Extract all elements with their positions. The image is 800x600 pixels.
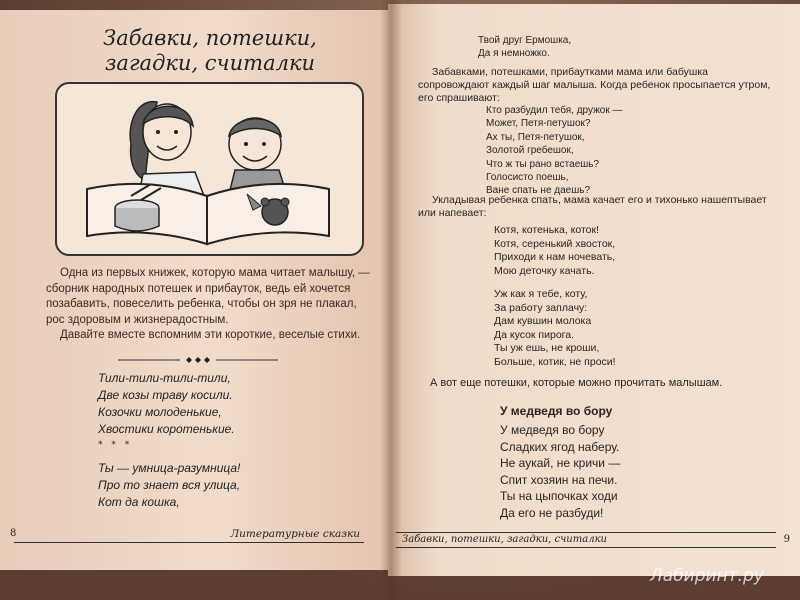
- right-page-footer: [396, 532, 790, 548]
- verse-line: Твой друг Ермошка,: [478, 35, 572, 46]
- verse-line: Да его не разбуди!: [500, 505, 604, 520]
- verse-line: За работу заплачу:: [494, 301, 588, 314]
- illustration-frame: [55, 82, 364, 256]
- section-heading: [80, 26, 340, 76]
- running-title-right: Забавки, потешки, загадки, считалки: [402, 534, 607, 545]
- verse-line: Сладких ягод наберу.: [500, 439, 620, 454]
- verse-ending: [478, 34, 571, 60]
- verse-line: Да я немножко.: [478, 48, 550, 59]
- verse-petushok: [486, 104, 623, 198]
- heading-line-2: загадки, считалки: [104, 51, 316, 75]
- poem-line: Две козы траву косили.: [98, 388, 233, 402]
- paragraph-3: А вот еще потешки, которые можно прочитать малышам.: [430, 377, 723, 389]
- verse-line: Дам кувшин молока: [494, 315, 592, 328]
- verse-line: У медведя во бору: [500, 423, 605, 437]
- heading-line-1: Забавки, потешки,: [103, 26, 317, 50]
- verse-medved: [500, 422, 620, 522]
- mother-child-reading-illustration: [57, 84, 362, 254]
- verse-line: Уж как я тебе, коту,: [494, 288, 588, 300]
- verse-line: Ты уж ешь, не кроши,: [494, 342, 600, 355]
- page-number-right: 9: [783, 534, 790, 545]
- verse-line: Котя, котенька, коток!: [494, 224, 600, 236]
- verse-line: Кто разбудил тебя, дружок —: [486, 105, 623, 116]
- verse-line: Мою деточку качать.: [494, 264, 595, 277]
- verse-line: Ване спать не даешь?: [486, 185, 591, 197]
- poem-line: Про то знает вся улица,: [98, 478, 241, 492]
- poem-line: Ты — умница-разумница!: [98, 461, 241, 475]
- paragraph-1: Забавками, потешками, прибаутками мама или бабушка сопровождают каждый шаг малыша. Когда ребенок просыпается утром, его спрашивают:: [418, 66, 771, 104]
- verse-line: Котя, серенький хвосток,: [494, 237, 616, 250]
- intro-text: [46, 266, 376, 344]
- paragraph-2: Укладывая ребенка спать, мама качает его и тихонько нашептывает или напевает:: [418, 194, 767, 219]
- verse-line: Больше, котик, не проси!: [494, 355, 616, 368]
- verse-line: Что ж ты рано встаешь?: [486, 158, 600, 170]
- verse-line: Золотой гребешок,: [486, 145, 574, 157]
- stars-separator: * * *: [98, 440, 133, 450]
- verse-line: Может, Петя-петушок?: [486, 118, 591, 130]
- left-page-footer: [10, 528, 364, 543]
- verse-line: Да кусок пирога.: [494, 328, 575, 341]
- verse-line: Не аукай, не кричи —: [500, 456, 621, 471]
- poem-line: Хвостики коротенькие.: [98, 422, 235, 436]
- verse-line: Ах ты, Петя-петушок,: [486, 131, 585, 143]
- verse-kotya: [494, 224, 615, 278]
- poem-line: Кот да кошка,: [98, 495, 180, 509]
- verse-line: Спит хозяин на печи.: [500, 472, 618, 487]
- book-gutter-shadow: [380, 0, 402, 600]
- running-title-left: Литературные сказки: [230, 528, 360, 540]
- verse-line: Ты на цыпочках ходи: [500, 489, 618, 504]
- verse-kotu: [494, 288, 616, 370]
- poem-line: Козочки молоденькие,: [98, 405, 222, 419]
- poem-line: Тили-тили-тили-тили,: [98, 371, 231, 385]
- verse-title-medved: У медведя во бору: [500, 404, 613, 418]
- page-number-left: 8: [10, 528, 17, 539]
- verse-line: Приходи к нам ночевать,: [494, 251, 616, 264]
- intro-paragraph-1: Одна из первых книжек, которую мама читает малышу, — сборник народных потешек и прибауток, ведь ей хочется позабавить, повеселить ребенка, чтобы он зря не плакал, рос здоровым и жизнерадостным.: [46, 267, 370, 326]
- verse-line: Голосисто поешь,: [486, 172, 569, 184]
- poem-tili-tili: [98, 370, 235, 438]
- intro-paragraph-2: Давайте вместе вспомним эти короткие, веселые стихи.: [60, 329, 361, 341]
- poem-umnitsa: [98, 460, 240, 511]
- ornament-divider: [118, 356, 278, 364]
- watermark-logo: Лабиринт.ру: [650, 566, 764, 586]
